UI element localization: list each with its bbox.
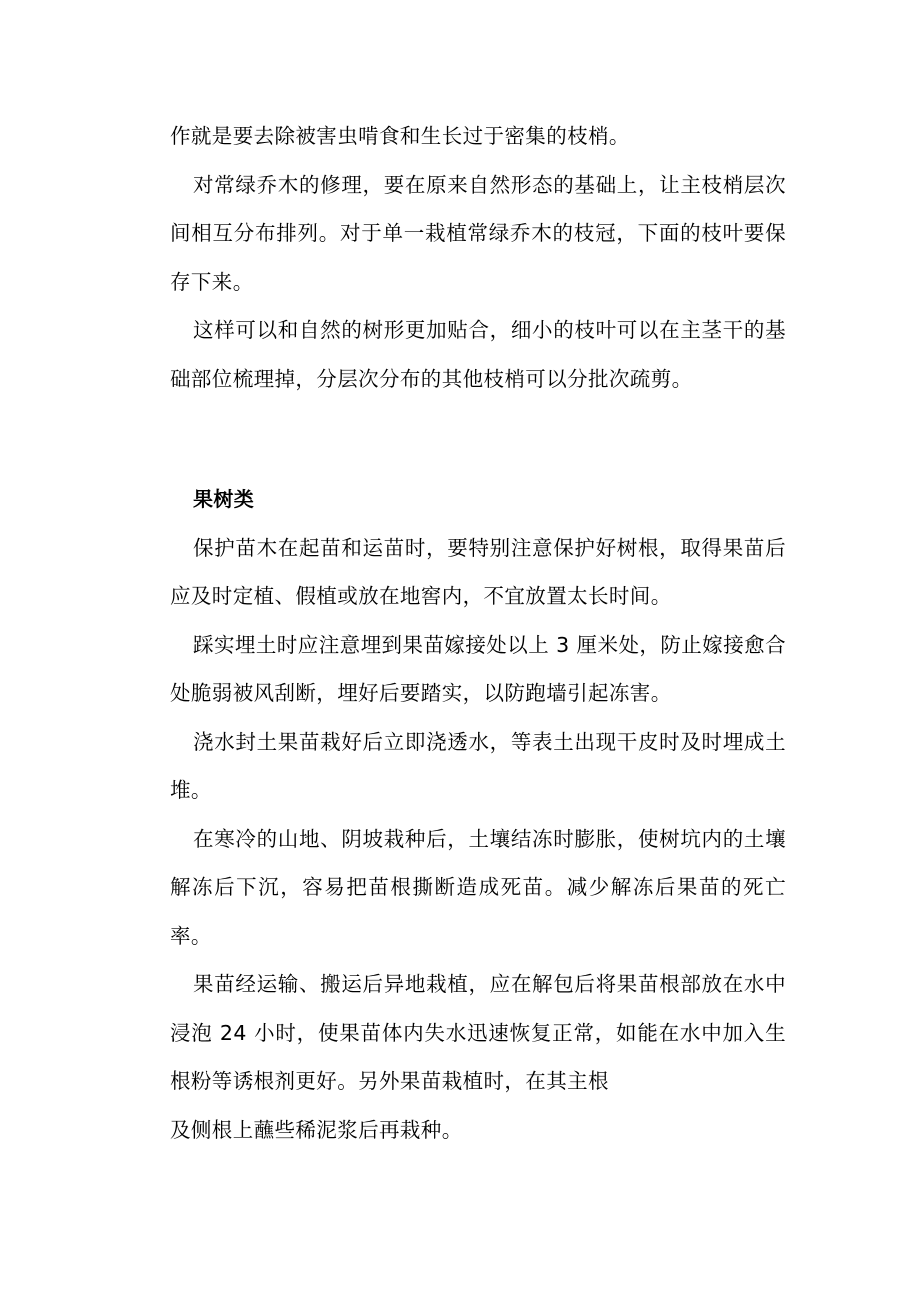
final-line-text: 及侧根上蘸些稀泥浆后再栽种。 bbox=[170, 1117, 463, 1142]
paragraph-soil-compaction: 踩实埋土时应注意埋到果苗嫁接处以上 3 厘米处，防止嫁接愈合处脆弱被风刮断，埋好后要踏实，以防跑墙引起冻害。 bbox=[170, 632, 786, 705]
paragraph-final-line bbox=[170, 1106, 786, 1155]
continued-paragraph: 作就是要去除被害虫啃食和生长过于密集的枝梢。 bbox=[170, 124, 630, 148]
paragraph-watering: 浇水封土果苗栽好后立即浇透水，等表土出现干皮时及时埋成土堆。 bbox=[170, 729, 786, 802]
paragraph-protect-seedlings: 保护苗木在起苗和运苗时，要特别注意保护好树根，取得果苗后应及时定植、假植或放在地窖内，不宜放置太长时间。 bbox=[170, 535, 786, 608]
section-spacer bbox=[170, 403, 786, 475]
paragraph-evergreen-pruning: 对常绿乔木的修理，要在原来自然形态的基础上，让主枝梢层次间相互分布排列。对于单一栽植常绿乔木的枝冠，下面的枝叶要保存下来。 bbox=[170, 172, 786, 294]
document-body bbox=[170, 112, 786, 1154]
paragraph-soaking-roots: 果苗经运输、搬运后异地栽植，应在解包后将果苗根部放在水中浸泡 24 小时，使果苗体内失水迅速恢复正常，如能在水中加入生根粉等诱根剂更好。另外果苗栽植时，在其主根 bbox=[170, 972, 786, 1093]
paragraph-cold-areas: 在寒冷的山地、阴坡栽种后，土壤结冻时膨胀，使树坑内的土壤解冻后下沉，容易把苗根撕断造成死苗。减少解冻后果苗的死亡率。 bbox=[170, 826, 786, 948]
paragraph-natural-shape: 这样可以和自然的树形更加贴合，细小的枝叶可以在主茎干的基础部位梳理掉，分层次分布的其他枝梢可以分批次疏剪。 bbox=[170, 318, 786, 391]
section-heading: 果树类 bbox=[193, 487, 255, 511]
